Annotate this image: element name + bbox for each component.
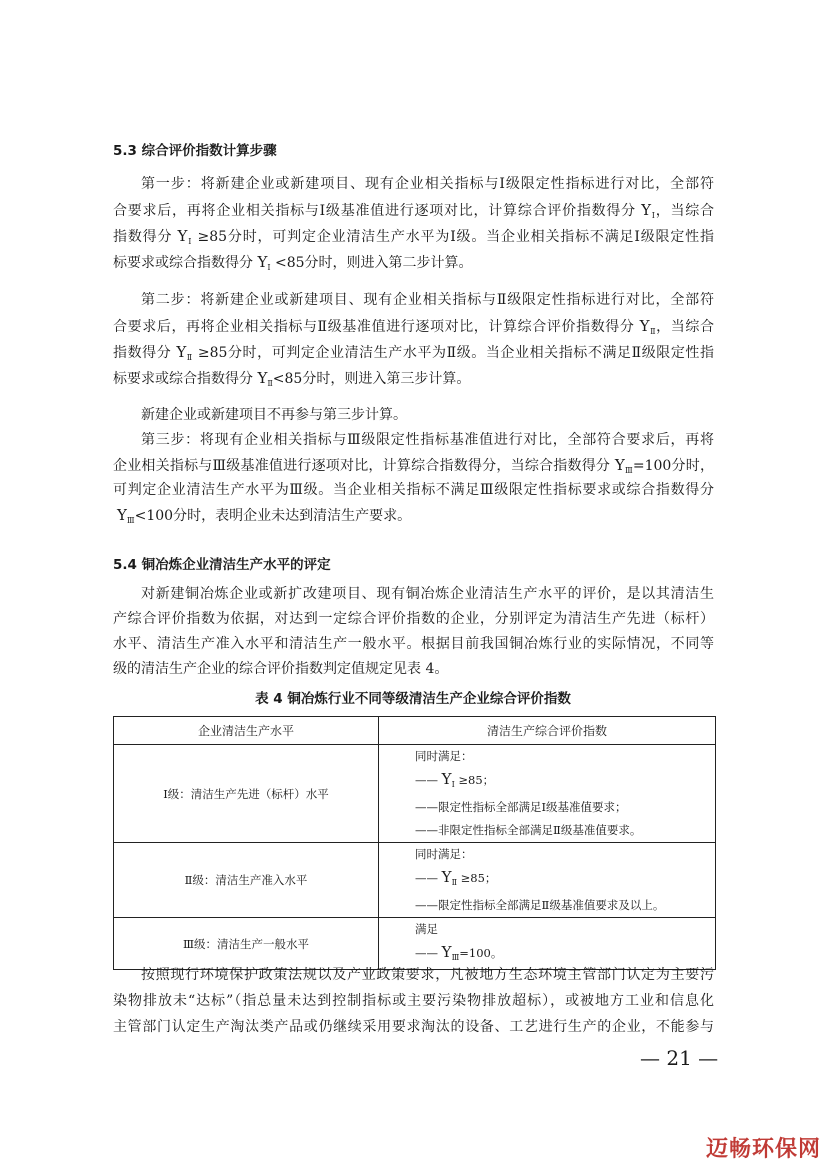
table-header-row <box>114 717 716 745</box>
s54-line3: 水平、清洁生产准入水平和清洁生产一般水平。根据目前我国铜冶炼行业的实际情况，不同等 <box>113 636 714 652</box>
section-5-3-heading: 5.3 综合评价指数计算步骤 <box>113 143 277 159</box>
step1-line3: 指数得分 $Y_Ⅰ \ge 85$分时，可判定企业清洁生产水平为Ⅰ级。当企业相关指标不满足Ⅰ级限定性指 <box>113 227 714 246</box>
level-cell: Ⅲ级：清洁生产一般水平 <box>114 918 379 970</box>
closing-line3: 主管部门认定生产淘汰类产品或仍继续采用要求淘汰的设备、工艺进行生产的企业，不能参与 <box>113 1019 714 1035</box>
header-index: 清洁生产综合评价指数 <box>379 717 716 745</box>
closing-line2: 染物排放未“达标”（指总量未达到控制指标或主要污染物排放超标），或被地方工业和信息化 <box>113 993 714 1009</box>
closing-paragraph <box>113 962 714 1040</box>
index-cell: 同时满足： —— $Y_Ⅰ \ge 85$； ——限定性指标全部满足Ⅰ级基准值要求； ——非限定性指标全部满足Ⅱ级基准值要求。 <box>379 745 716 843</box>
step1-line1: 第一步：将新建企业或新建项目、现有企业相关指标与Ⅰ级限定性指标进行对比，全部符 <box>141 176 714 192</box>
step3-line3: 可判定企业清洁生产水平为Ⅲ级。当企业相关指标不满足Ⅲ级限定性指标要求或综合指数得分 <box>113 482 714 498</box>
header-level: 企业清洁生产水平 <box>114 717 379 745</box>
table-row <box>114 843 716 918</box>
step1-line2: 合要求后，再将企业相关指标与Ⅰ级基准值进行逐项对比，计算综合评价指数得分 $Y_Ⅰ$，当综合 <box>113 201 714 220</box>
step3-line1: 第三步：将现有企业相关指标与Ⅲ级限定性指标基准值进行对比，全部符合要求后，再将 <box>141 432 714 448</box>
step2-line1: 第二步：将新建企业或新建项目、现有企业相关指标与Ⅱ级限定性指标进行对比，全部符 <box>141 292 714 308</box>
level-cell: Ⅰ级：清洁生产先进（标杆）水平 <box>114 745 379 843</box>
step3-line2: 企业相关指标与Ⅲ级基准值进行逐项对比，计算综合指数得分，当综合指数得分 $Y_Ⅲ=100$分时， <box>113 456 714 475</box>
watermark-logo: 迈畅环保网 <box>706 1137 822 1162</box>
s54-line1: 对新建铜冶炼企业或新扩改建项目、现有铜冶炼企业清洁生产水平的评价，是以其清洁生 <box>141 586 714 602</box>
step2-line3: 指数得分 $Y_Ⅱ \ge 85$分时，可判定企业清洁生产水平为Ⅱ级。当企业相关指标不满足Ⅱ级限定性指 <box>113 343 714 362</box>
step3-line4: $Y_Ⅲ<100$分时，表明企业未达到清洁生产要求。 <box>117 506 412 525</box>
step2-line4: 标要求或综合指数得分 $Y_Ⅱ<85$分时，则进入第三步计算。 <box>113 369 471 388</box>
step2-line2: 合要求后，再将企业相关指标与Ⅱ级基准值进行逐项对比，计算综合评价指数得分 $Y_Ⅱ$，当综合 <box>113 317 714 336</box>
table-row <box>114 745 716 843</box>
s54-line2: 产综合评价指数为依据，对达到一定综合评价指数的企业，分别评定为清洁生产先进（标杆） <box>113 611 714 627</box>
section-5-4-paragraph <box>113 582 714 682</box>
index-cell: 同时满足： —— $Y_Ⅱ \ge 85$； ——限定性指标全部满足Ⅱ级基准值要求及以上。 <box>379 843 716 918</box>
level-cell: Ⅱ级：清洁生产准入水平 <box>114 843 379 918</box>
index-cell: 满足 —— $Y_Ⅲ=100$。 <box>379 918 716 970</box>
step1-paragraph <box>113 171 714 275</box>
step3-block <box>113 403 714 528</box>
step1-line4: 标要求或综合指数得分 $Y_Ⅰ <85$分时，则进入第二步计算。 <box>113 253 473 272</box>
page-number: — 21 — <box>640 1046 719 1070</box>
table-4 <box>113 716 716 970</box>
closing-line1: 按照现行环境保护政策法规以及产业政策要求，凡被地方生态环境主管部门认定为主要污 <box>141 967 714 983</box>
section-5-4-heading: 5.4 铜冶炼企业清洁生产水平的评定 <box>113 557 331 573</box>
step2-paragraph <box>113 287 714 391</box>
new-project-note: 新建企业或新建项目不再参与第三步计算。 <box>141 407 407 423</box>
s54-line4: 级的清洁生产企业的综合评价指数判定值规定见表 4。 <box>113 661 449 677</box>
table-4-caption: 表 4 铜冶炼行业不同等级清洁生产企业综合评价指数 <box>255 691 571 707</box>
